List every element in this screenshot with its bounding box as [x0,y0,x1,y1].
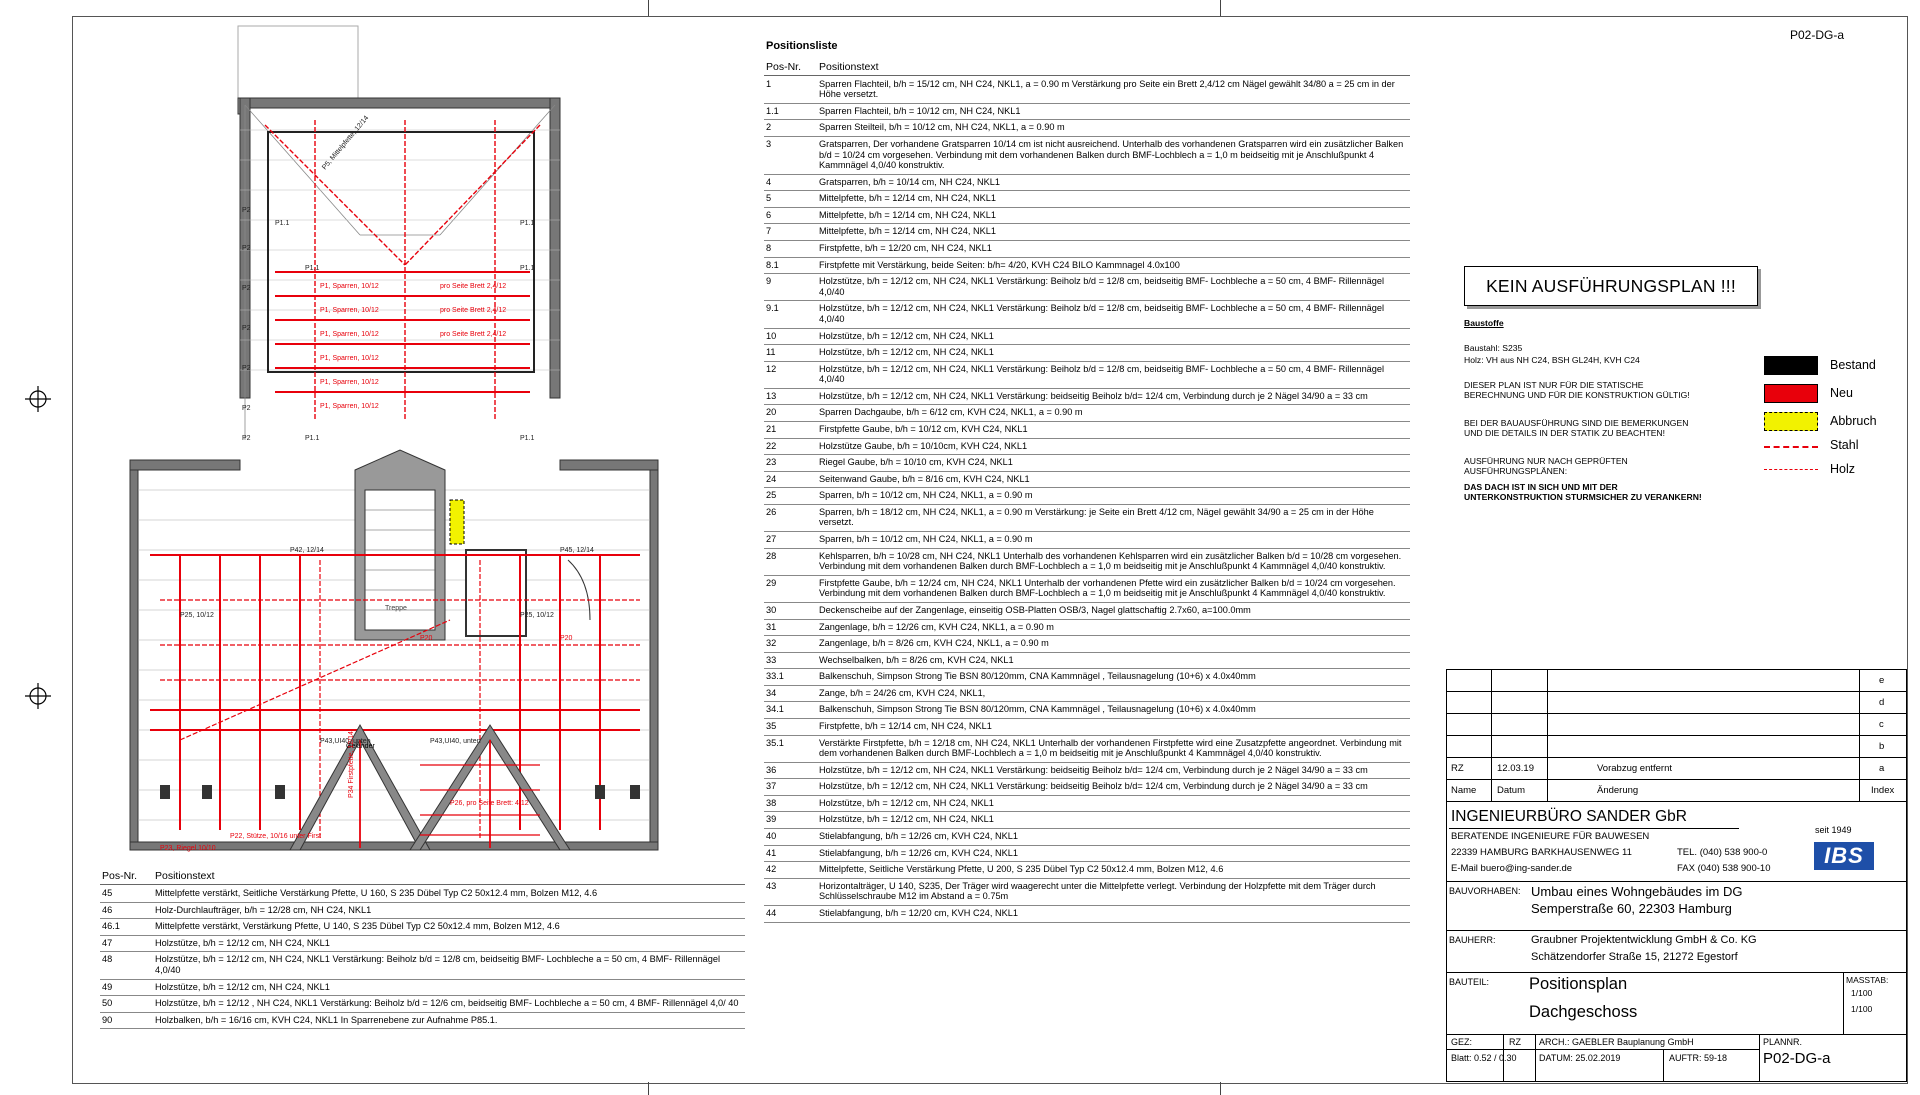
position-number: 11 [766,347,776,358]
position-number: 44 [766,907,777,918]
frame-tick [648,1082,649,1095]
position-row [764,796,1410,813]
position-text: Mittelpfette verstärkt, Verstärkung Pfette, U 140, S 235 Dübel Typ C2 50x12.4 mm, Bolzen M12, 4.6 [155,921,560,932]
note-validity: DIESER PLAN IST NUR FÜR DIE STATISCHE BERECHNUNG UND FÜR DIE KONSTRUKTION GÜLTIG! [1464,380,1690,401]
position-row [764,472,1410,489]
position-row [764,389,1410,406]
position-row [764,120,1410,137]
masstab-label: MASSTAB: [1846,975,1889,985]
position-text: Sparren, b/h = 10/12 cm, NH C24, NKL1, a = 0.90 m [819,490,1033,501]
position-row [100,903,745,920]
position-text: Holzstütze, b/h = 12/12 cm, NH C24, NKL1 Verstärkung: beidseitig Beiholz b/d= 12/4 cm, Verbindung durch je 2 Nägel 34/90 a = 33 cm [819,781,1368,792]
legend-line-stahl [1764,446,1818,448]
position-text: Stielabfangung, b/h = 12/20 cm, KVH C24, NKL1 [819,907,1018,918]
position-number: 12 [766,363,777,374]
svg-text:P2: P2 [242,207,251,214]
position-text: Holzstütze, b/h = 12/12 cm, NH C24, NKL1 [819,330,994,341]
position-row [100,886,745,903]
position-number: 50 [102,998,113,1009]
svg-text:P20: P20 [560,635,573,642]
position-row [764,829,1410,846]
frame-tick [648,0,649,16]
position-number: 34 [766,687,777,698]
position-text: Holzstütze, b/h = 12/12 cm, NH C24, NKL1 Verstärkung: Beiholz b/d = 12/8 cm, beidseitig BMF- Lochbleche a = 50 cm, 4 BMF- Rillennägel 4,0/40 [819,363,1385,385]
position-text: Gratsparren, Der vorhandene Gratsparren 10/14 cm ist nicht ausreichend. Unterhalb des vorhandenen Gratsparren wird ein zusätzlicher Balken b/d = 10/24 cm vorgesehen. Verbindung mit dem vorhandenen Balken durch BMF-Lochblech a = 1,0 m beidseitig mit je Anschlußpunkt 4 Kammnägel 4,0/40 konstruktiv. [819,139,1404,171]
position-number: 20 [766,407,777,418]
note-execution: AUSFÜHRUNG NUR NACH GEPRÜFTEN AUSFÜHRUNGSPLÄNEN: [1464,456,1628,477]
position-row [764,549,1410,576]
sheet-code: P02-DG-a [1790,28,1845,42]
firm-address: 22339 HAMBURG BARKHAUSENWEG 11 [1451,847,1632,858]
position-row [764,405,1410,422]
firm-name: INGENIEURBÜRO SANDER GbR [1451,808,1687,825]
position-number: 10 [766,330,777,341]
position-text: Holzstütze, b/h = 12/12 cm, NH C24, NKL1 [155,981,330,992]
position-text: Zangenlage, b/h = 12/26 cm, KVH C24, NKL1, a = 0.90 m [819,621,1054,632]
position-text: Balkenschuh, Simpson Strong Tie BSN 80/120mm, CNA Kammnägel , Teilausnagelung (10+6) x 4.0x40mm [819,671,1256,682]
position-number: 25 [766,490,777,501]
revision-header-index: Index [1871,785,1895,796]
svg-text:Treppe: Treppe [385,605,407,612]
svg-text:Geländer: Geländer [346,743,375,750]
position-row [764,345,1410,362]
position-text: Mittelpfette, b/h = 12/14 cm, NH C24, NKL1 [819,226,996,237]
position-text: Holzstütze, b/h = 12/12 cm, NH C24, NKL1 [819,797,994,808]
position-text: Firstpfette, b/h = 12/20 cm, NH C24, NKL1 [819,243,992,254]
position-number: 48 [102,954,113,965]
svg-text:P2: P2 [242,365,251,372]
position-row [764,329,1410,346]
svg-text:P1, Sparren, 10/12: P1, Sparren, 10/12 [320,379,379,386]
position-text: Holzstütze, b/h = 12/12 cm, NH C24, NKL1 Verstärkung: beidseitig Beiholz b/d= 12/4 cm, Verbindung durch je 2 Nägel 34/90 a = 33 cm [819,764,1368,775]
firm-fax: FAX (040) 538 900-10 [1677,863,1771,874]
position-row [764,455,1410,472]
bauherr-address: Schätzendorfer Straße 15, 21272 Egestorf [1531,951,1738,963]
legend-label-abbruch: Abbruch [1830,414,1877,428]
position-text: Sparren Flachteil, b/h = 15/12 cm, NH C24, NKL1, a = 0.90 m Verstärkung pro Seite ein Brett 2,4/12 cm Nägel gewählt 34/80 a = 25 cm in der Höhe versetzt. [819,78,1395,100]
datum: DATUM: 25.02.2019 [1539,1053,1621,1063]
plan-number: P02-DG-a [1763,1050,1831,1067]
position-row [764,77,1410,104]
position-row [764,669,1410,686]
position-row [764,274,1410,301]
position-row [764,137,1410,175]
position-text: Holzstütze, b/h = 12/12 , NH C24, NKL1 Verstärkung: Beiholz b/d = 12/6 cm, beidseitig BMF- Lochbleche a = 50 cm, 4 BMF- Rillennägel 4,0/ 40 [155,998,739,1009]
position-text: Sparren Dachgaube, b/h = 6/12 cm, KVH C24, NKL1, a = 0.90 m [819,407,1083,418]
position-text: Holzstütze, b/h = 12/12 cm, NH C24, NKL1 Verstärkung: beidseitig Beiholz b/d= 12/4 cm, Verbindung durch je 2 Nägel 34/90 a = 33 cm [819,390,1368,401]
position-text: Mittelpfette, b/h = 12/14 cm, NH C24, NKL1 [819,193,996,204]
position-text: Riegel Gaube, b/h = 10/10 cm, KVH C24, NKL1 [819,457,1013,468]
position-row [764,603,1410,620]
position-text: Firstpfette Gaube, b/h = 12/24 cm, NH C24, NKL1 Unterhalb der vorhandenen Pfette wird ein zusätzlicher Balken b/d = 10/24 cm vorgesehen. Verbindung mit dem vorhandenen Balken durch BMF-Lochblech a = 1,0 m beidseitig mit je Anschlußpunkt 4 Kammnägel 4,0/40 konstruktiv. [819,577,1396,599]
svg-text:P1.1: P1.1 [520,435,535,442]
bauherr-label: BAUHERR: [1449,935,1496,945]
bauteil-title: Positionsplan [1529,975,1628,993]
svg-text:P1, Sparren, 10/12: P1, Sparren, 10/12 [320,403,379,410]
firm-logo: IBS [1814,842,1874,870]
position-text: Seitenwand Gaube, b/h = 8/16 cm, KVH C24, NKL1 [819,473,1030,484]
svg-text:P25, 10/12: P25, 10/12 [520,612,554,619]
masstab-value-1: 1/100 [1851,988,1873,998]
position-number: 38 [766,797,777,808]
svg-text:P34 Firstpfette, 12/14: P34 Firstpfette, 12/14 [348,731,355,798]
position-number: 45 [102,888,113,899]
position-row [764,779,1410,796]
position-number: 43 [766,880,777,891]
revision-header-name: Name [1451,785,1477,796]
position-text: Stielabfangung, b/h = 12/26 cm, KVH C24, NKL1 [819,847,1018,858]
no-execution-plan-notice: KEIN AUSFÜHRUNGSPLAN !!! [1464,266,1758,306]
position-number: 49 [102,981,113,992]
bauvorhaben-address: Semperstraße 60, 22303 Hamburg [1531,901,1732,916]
note-details: BEI DER BAUAUSFÜHRUNG SIND DIE BEMERKUNGEN UND DIE DETAILS IN DER STATIK ZU BEACHTEN! [1464,418,1689,439]
legend-line-holz [1764,469,1818,470]
legend-label-neu: Neu [1830,386,1853,400]
position-row [100,996,745,1013]
svg-text:P20: P20 [420,635,433,642]
position-row [764,636,1410,653]
frame-tick [1220,0,1221,16]
position-number: 13 [766,390,777,401]
position-list-continued [100,870,745,1029]
column-header-text: Positionstext [155,870,215,882]
legend-label-bestand: Bestand [1830,358,1876,372]
position-list-header [100,870,745,885]
position-text: Balkenschuh, Simpson Strong Tie BSN 80/120mm, CNA Kammnägel , Teilausnagelung (10+6) x 4.0x40mm [819,704,1256,715]
column-header-text: Positionstext [819,60,879,73]
legend-label-stahl: Stahl [1830,438,1859,452]
position-row [764,653,1410,670]
svg-text:P2: P2 [242,435,251,442]
frame-tick [1220,1082,1221,1095]
position-text: Zangenlage, b/h = 8/26 cm, KVH C24, NKL1, a = 0.90 m [819,638,1049,649]
position-row [764,191,1410,208]
position-text: Mittelpfette, b/h = 12/14 cm, NH C24, NKL1 [819,209,996,220]
firm-since: seit 1949 [1815,825,1852,835]
position-row [764,620,1410,637]
svg-text:P2: P2 [242,405,251,412]
position-row [764,862,1410,879]
revision-d: d [1879,697,1885,708]
svg-text:P1.1: P1.1 [520,265,535,272]
legend-label-holz: Holz [1830,462,1856,476]
revision-header-date: Datum [1497,785,1525,796]
bauherr-name: Graubner Projektentwicklung GmbH & Co. KG [1531,934,1757,946]
position-number: 22 [766,440,777,451]
revision-b: b [1879,741,1885,752]
position-number: 23 [766,457,777,468]
position-row [764,719,1410,736]
position-number: 9.1 [766,303,779,314]
registration-mark-icon [25,683,51,709]
position-number: 33.1 [766,671,784,682]
position-text: Zange, b/h = 24/26 cm, KVH C24, NKL1, [819,687,986,698]
position-number: 8 [766,243,772,254]
column-header-no: Pos-Nr. [102,870,138,882]
revision-e: e [1879,675,1885,686]
position-row [764,208,1410,225]
svg-text:P22, Stütze, 10/16 unter First: P22, Stütze, 10/16 unter First [230,833,322,840]
position-row [764,532,1410,549]
position-text: Wechselbalken, b/h = 8/26 cm, KVH C24, NKL1 [819,654,1014,665]
bauteil-label: BAUTEIL: [1449,977,1490,987]
column-header-no: Pos-Nr. [766,60,802,73]
position-row [764,362,1410,389]
position-rows [764,77,1410,923]
floor-plan-drawing [120,20,760,880]
position-number: 21 [766,424,777,434]
position-text: Verstärkte Firstpfette, b/h = 12/18 cm, NH C24, NKL1 Unterhalb der vorhandenen Firstpfette wird eine Zusatzpfette angeordnet. Verbindung mit dem vorhandenen Balken durch BMF-Lochblech a = 1,0 m beidseitig mit je Anschlußpunkt 4 Kammnägel 4,0/40 konstruktiv. [819,737,1402,759]
position-row [764,906,1410,923]
position-number: 2 [766,122,772,133]
svg-text:pro Seite Brett 2,4/12: pro Seite Brett 2,4/12 [440,283,507,290]
position-number: 41 [766,847,777,858]
position-row [764,763,1410,780]
position-number: 7 [766,226,772,237]
position-row [100,936,745,953]
svg-text:P43,UI40, unten: P43,UI40, unten [430,738,481,745]
position-number: 30 [766,604,777,615]
position-text: Sparren Flachteil, b/h = 10/12 cm, NH C24, NKL1 [819,105,1021,116]
revision-a-change: Vorabzug entfernt [1597,763,1672,774]
position-number: 35 [766,720,777,731]
svg-text:P43,UI40, unten: P43,UI40, unten [320,738,371,745]
revision-a-name: RZ [1451,763,1464,774]
position-row [764,846,1410,863]
position-row [100,919,745,936]
position-text: Mittelpfette verstärkt, Seitliche Verstärkung Pfette, U 160, S 235 Dübel Typ C2 50x12.4 mm, Bolzen M12, 4.6 [155,888,598,899]
svg-text:P1, Sparren, 10/12: P1, Sparren, 10/12 [320,283,379,290]
position-number: 5 [766,193,772,204]
position-row [764,422,1410,439]
position-text: Horizontalträger, U 140, S235, Der Träger wird waagerecht unter die Mittelpfette verlegt. Verbindung der Holzpfette mit dem Träger durch Schlüsselschraube M12 im Abstand a = 0.75m [819,880,1376,902]
position-number: 31 [766,621,777,632]
firm-subtitle: BERATENDE INGENIEURE FÜR BAUWESEN [1451,831,1650,842]
position-number: 34.1 [766,704,784,715]
svg-text:P1, Sparren, 10/12: P1, Sparren, 10/12 [320,331,379,338]
svg-text:P42, 12/14: P42, 12/14 [290,547,324,554]
position-number: 28 [766,550,777,561]
position-row [764,301,1410,328]
svg-text:P5, Mittelpfette, 12/14: P5, Mittelpfette, 12/14 [321,114,371,172]
position-number: 29 [766,577,777,588]
position-row [764,576,1410,603]
position-number: 39 [766,814,777,825]
position-text: Holzstütze, b/h = 12/12 cm, NH C24, NKL1 Verstärkung: Beiholz b/d = 12/8 cm, beidseitig BMF- Lochbleche a = 50 cm, 4 BMF- Rillennägel 4,0/40 [819,303,1385,324]
position-text: Kehlsparren, b/h = 10/28 cm, NH C24, NKL1 Unterhalb des vorhandenen Kehlsparren wird ein zusätzlicher Balken b/d = 10/28 cm vorgesehen. Verbindung mit dem vorhandenen Balken durch BMF-Lochblech a = 1,0 m beidseitig mit je Anschlußpunkt 4 Kammnägel 4,0/40 konstruktiv. [819,550,1402,572]
position-number: 32 [766,638,777,649]
position-number: 24 [766,473,777,484]
position-number: 26 [766,506,777,517]
baustoffe-steel: Baustahl: S235 [1464,343,1523,353]
svg-text:P1.1: P1.1 [520,220,535,227]
position-row [764,702,1410,719]
position-list [764,40,1410,923]
position-number: 8.1 [766,259,779,270]
position-number: 3 [766,139,772,150]
position-row [764,879,1410,906]
bauteil-subtitle: Dachgeschoss [1529,1003,1638,1021]
position-row [764,439,1410,456]
svg-text:P2: P2 [242,285,251,292]
position-number: 6 [766,209,772,220]
revision-header-change: Änderung [1597,785,1639,796]
revision-a-date: 12.03.19 [1497,763,1534,774]
position-row [764,104,1410,121]
position-number: 35.1 [766,737,784,748]
position-text: Sparren, b/h = 18/12 cm, NH C24, NKL1, a = 0.90 m Verstärkung: je Seite ein Brett 4/12 cm, Nägel gewählt 34/90 a = 25 cm in der Höhe versetzt. [819,506,1374,528]
svg-text:P45, 12/14: P45, 12/14 [560,547,594,554]
revision-c: c [1879,719,1884,730]
gez-value: RZ [1509,1037,1521,1047]
masstab-value-2: 1/100 [1851,1004,1873,1014]
svg-text:P1, Sparren, 10/12: P1, Sparren, 10/12 [320,307,379,314]
baustoffe-wood: Holz: VH aus NH C24, BSH GL24H, KVH C24 [1464,355,1640,365]
position-text: Holzstütze, b/h = 12/12 cm, NH C24, NKL1 Verstärkung: Beiholz b/d = 12/8 cm, beidseitig BMF- Lochbleche a = 50 cm, 4 BMF- Rillennägel 4,0/40 [155,954,721,975]
position-text: Sparren, b/h = 10/12 cm, NH C24, NKL1, a = 0.90 m [819,534,1033,545]
position-number: 36 [766,764,777,775]
position-row [764,175,1410,192]
position-row [764,258,1410,275]
blatt: Blatt: 0.52 / 0.30 [1451,1053,1517,1063]
svg-text:P2: P2 [242,325,251,332]
svg-text:P1, Sparren, 10/12: P1, Sparren, 10/12 [320,355,379,362]
position-number: 90 [102,1014,113,1025]
position-row [100,952,745,979]
position-number: 42 [766,864,777,875]
position-text: Gratsparren, b/h = 10/14 cm, NH C24, NKL1 [819,176,1001,187]
architect: ARCH.: GAEBLER Bauplanung GmbH [1539,1037,1694,1047]
registration-mark-icon [25,386,51,412]
position-text: Sparren Steilteil, b/h = 10/12 cm, NH C24, NKL1, a = 0.90 m [819,122,1065,133]
position-row [100,980,745,997]
position-text: Firstpfette, b/h = 12/14 cm, NH C24, NKL1 [819,720,992,731]
firm-email: E-Mail buero@ing-sander.de [1451,863,1573,874]
position-list-title: Positionsliste [766,40,838,52]
plannr-label: PLANNR. [1763,1037,1803,1047]
position-text: Firstpfette Gaube, b/h = 10/12 cm, KVH C24, NKL1 [819,424,1028,434]
baustoffe-title: Baustoffe [1464,318,1504,328]
position-row [764,488,1410,505]
gez-label: GEZ: [1451,1037,1473,1047]
position-text: Holzbalken, b/h = 16/16 cm, KVH C24, NKL1 In Sparrenebene zur Aufnahme P85.1. [155,1014,498,1025]
title-block [1446,669,1907,1082]
auftrag: AUFTR: 59-18 [1669,1053,1728,1063]
position-text: Stielabfangung, b/h = 12/26 cm, KVH C24, NKL1 [819,831,1018,842]
svg-text:pro Seite Brett 2,4/12: pro Seite Brett 2,4/12 [440,331,507,338]
position-text: Deckenscheibe auf der Zangenlage, einseitig OSB-Platten OSB/3, Nagel glattschaftig 2.7x60, a=100.0mm [819,604,1251,615]
position-number: 40 [766,831,777,842]
svg-text:P2: P2 [242,245,251,252]
note-anchoring: DAS DACH IST IN SICH UND MIT DER UNTERKONSTRUKTION STURMSICHER ZU VERANKERN! [1464,482,1702,503]
position-text: Mittelpfette, Seitliche Verstärkung Pfette, U 200, S 235 Dübel Typ C2 50x12.4 mm, Bolzen M12, 4.6 [819,864,1224,875]
position-row [100,1013,745,1030]
revision-a-index: a [1879,763,1885,774]
position-number: 1 [766,78,772,89]
position-rows [100,886,745,1029]
svg-text:P1.1: P1.1 [275,220,290,227]
position-text: Holz-Durchlaufträger, b/h = 12/28 cm, NH C24, NKL1 [155,904,372,915]
svg-text:P1.1: P1.1 [305,265,320,272]
svg-text:P23, Riegel 10/10: P23, Riegel 10/10 [160,845,216,852]
position-text: Firstpfette mit Verstärkung, beide Seiten: b/h= 4/20, KVH C24 BILO Kammnagel 4.0x100 [819,259,1180,270]
position-number: 4 [766,176,772,187]
svg-text:P1.1: P1.1 [305,435,320,442]
legend-swatch-bestand [1764,356,1818,375]
position-number: 47 [102,937,113,948]
firm-tel: TEL. (040) 538 900-0 [1677,847,1768,858]
position-row [764,812,1410,829]
position-number: 46 [102,904,113,915]
position-number: 27 [766,534,777,545]
position-text: Holzstütze, b/h = 12/12 cm, NH C24, NKL1 [819,347,994,358]
position-number: 33 [766,654,777,665]
svg-text:P26, pro Seite Brett: 4/12: P26, pro Seite Brett: 4/12 [450,800,529,807]
position-row [764,505,1410,532]
position-row [764,736,1410,763]
position-number: 9 [766,276,772,287]
position-row [764,241,1410,258]
svg-text:pro Seite Brett 2,4/12: pro Seite Brett 2,4/12 [440,307,507,314]
position-row [764,686,1410,703]
position-text: Holzstütze Gaube, b/h = 10/10cm, KVH C24, NKL1 [819,440,1028,451]
legend-swatch-neu [1764,384,1818,403]
position-number: 46.1 [102,921,120,932]
position-text: Holzstütze, b/h = 12/12 cm, NH C24, NKL1 [155,937,330,948]
position-row [764,224,1410,241]
legend-swatch-abbruch [1764,412,1818,431]
bauvorhaben-label: BAUVORHABEN: [1449,886,1521,896]
position-number: 37 [766,781,777,792]
position-text: Holzstütze, b/h = 12/12 cm, NH C24, NKL1 [819,814,994,825]
bauvorhaben-title: Umbau eines Wohngebäudes im DG [1531,884,1743,899]
position-number: 1.1 [766,105,779,116]
position-list-header [764,61,1410,76]
svg-text:P25, 10/12: P25, 10/12 [180,612,214,619]
position-text: Holzstütze, b/h = 12/12 cm, NH C24, NKL1 Verstärkung: Beiholz b/d = 12/8 cm, beidseitig BMF- Lochbleche a = 50 cm, 4 BMF- Rillennägel 4,0/40 [819,276,1385,297]
